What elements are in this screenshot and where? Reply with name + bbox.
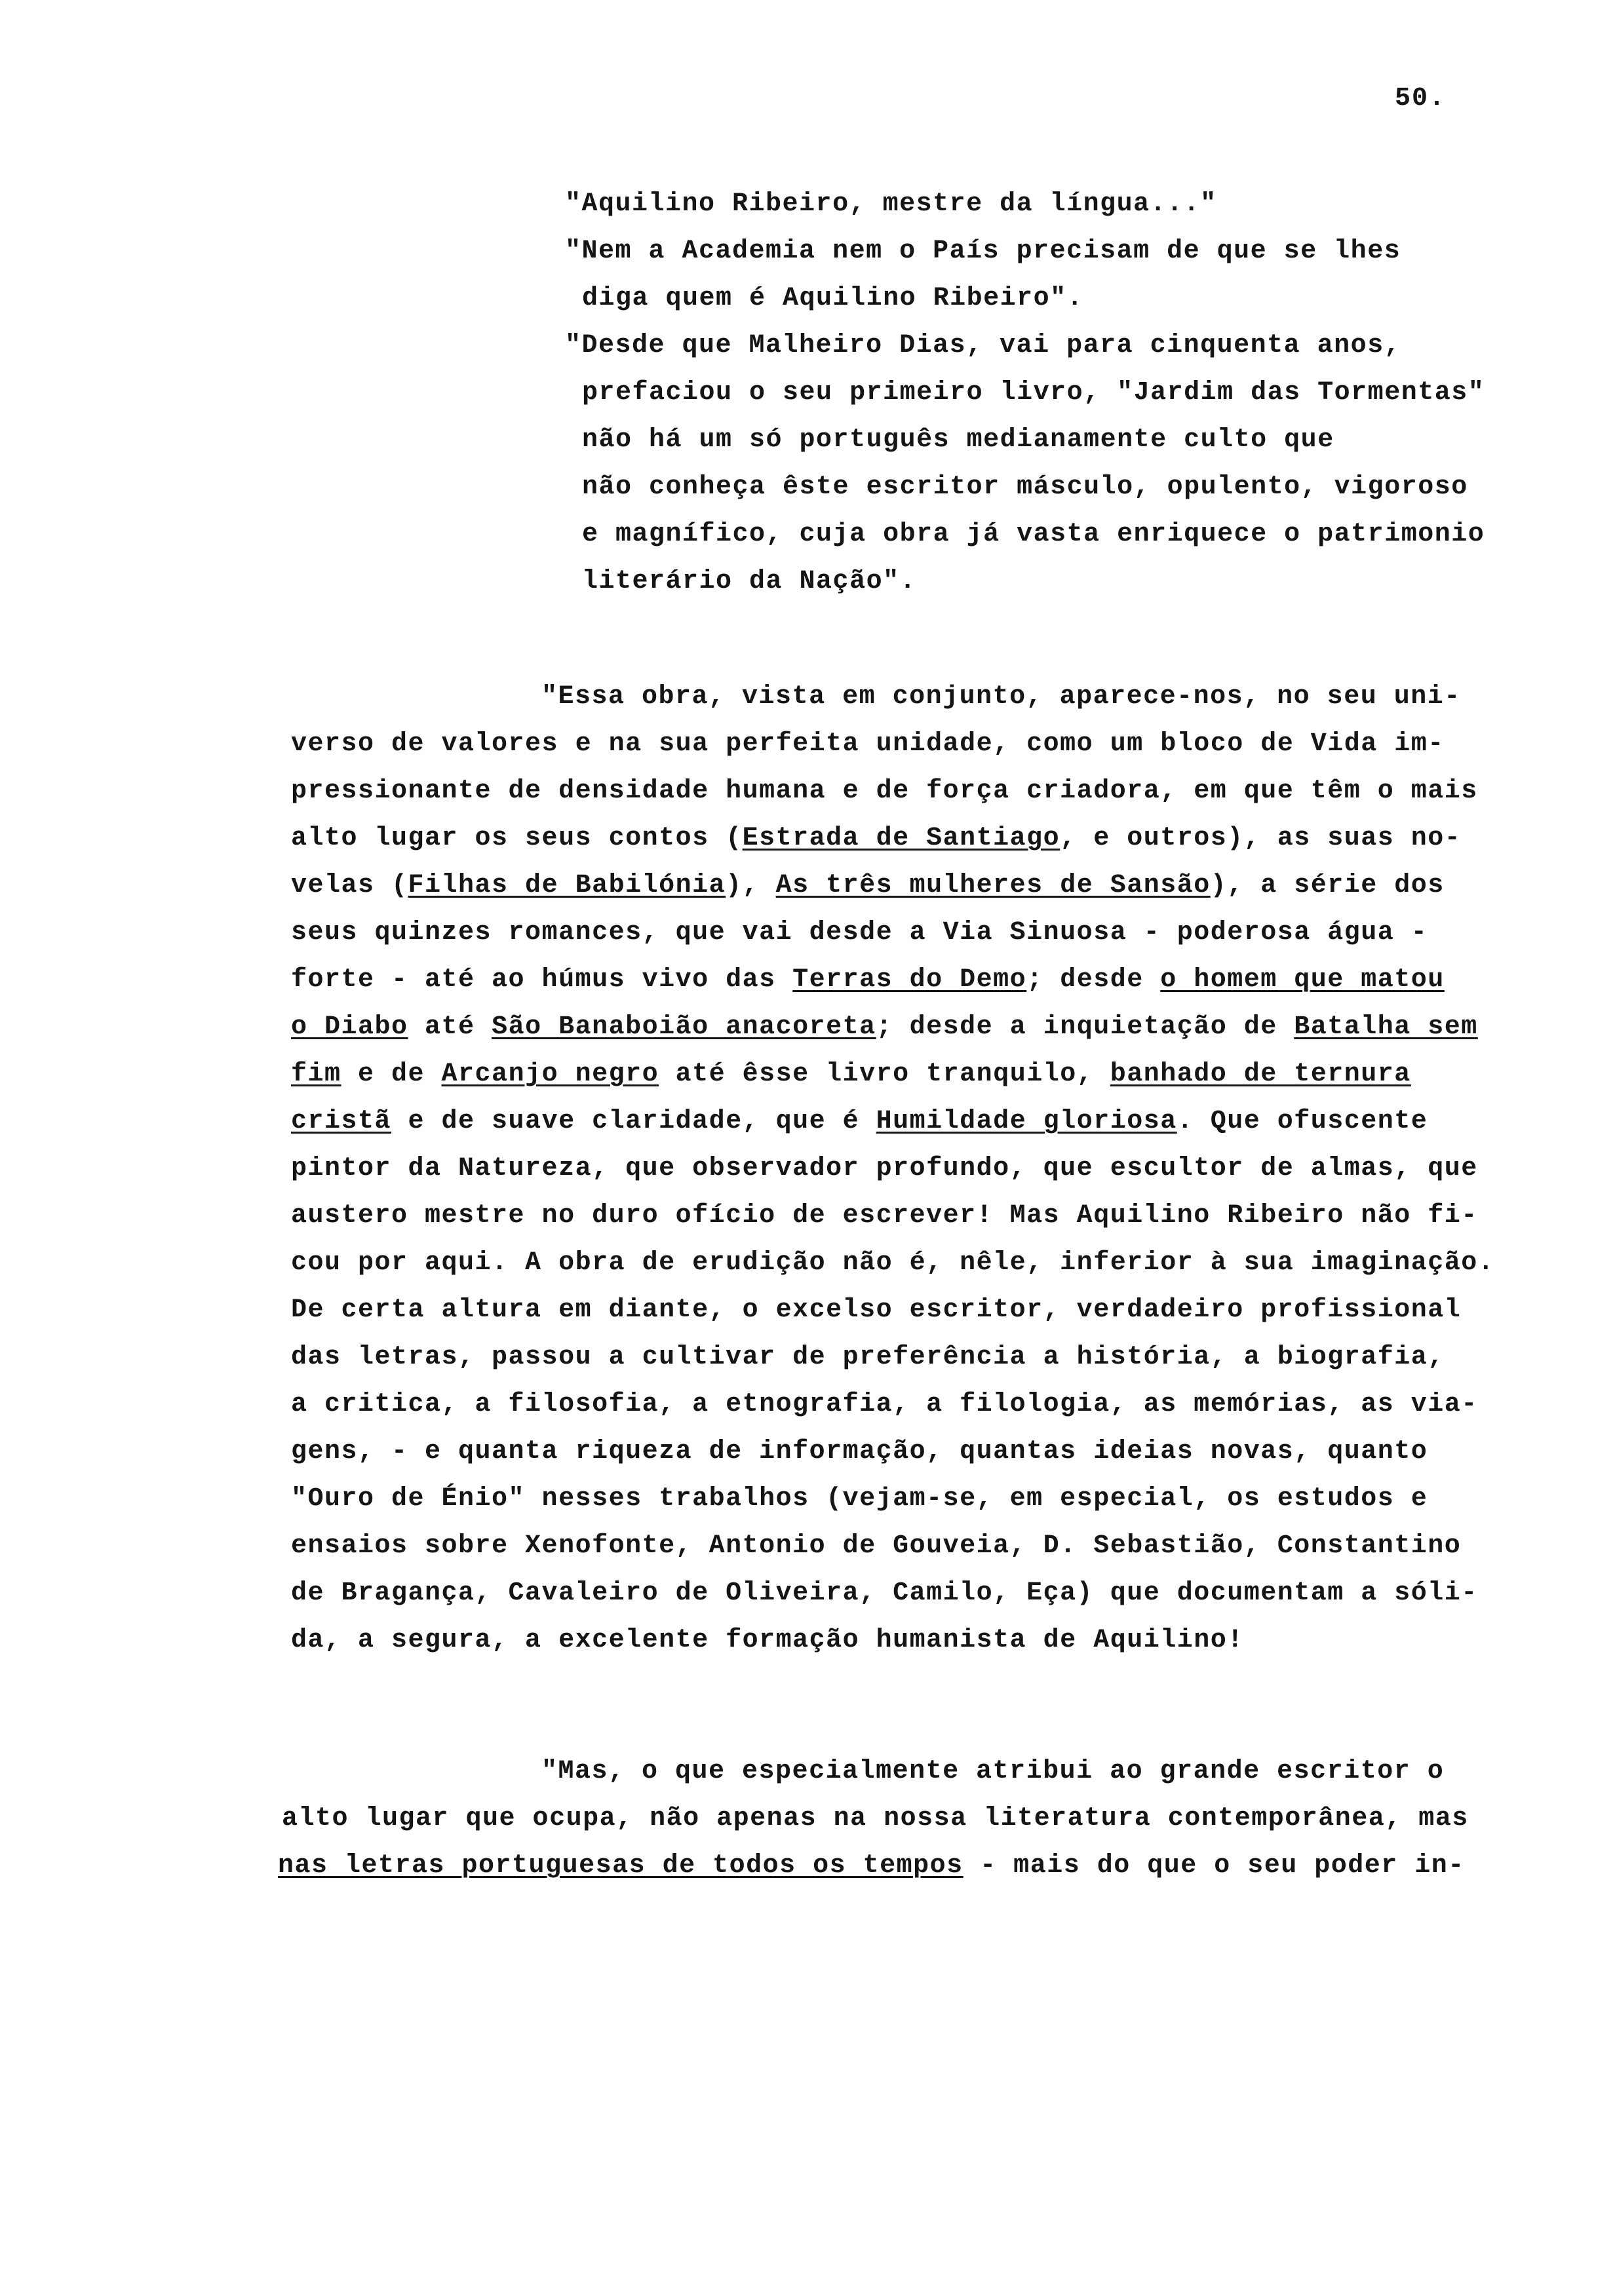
paragraph-line <box>291 1106 1428 1138</box>
book-title-underlined: cristã <box>291 1107 392 1136</box>
quote-line: prefaciou o seu primeiro livro, "Jardim das Tormentas" <box>582 378 1485 408</box>
paragraph-line: "Mas, o que especialmente atribui ao grande escritor o <box>541 1757 1445 1786</box>
paragraph-line <box>291 1012 1478 1043</box>
book-title-underlined: São Banaboião anacoreta <box>492 1012 876 1042</box>
text-run: ; desde a inquietação de <box>876 1012 1294 1042</box>
text-run: ), <box>726 871 776 900</box>
page-number: 50. <box>1395 84 1447 113</box>
paragraph-line: "Essa obra, vista em conjunto, aparece-nos, no seu uni- <box>541 682 1461 712</box>
paragraph-line: cou por aqui. A obra de erudição não é, nêle, inferior à sua imaginação. <box>291 1248 1495 1278</box>
text-run: - mais do que o seu poder in- <box>963 1851 1465 1881</box>
paragraph-line: alto lugar que ocupa, não apenas na nossa literatura contemporânea, mas <box>282 1804 1469 1833</box>
book-title-underlined: banhado de ternura <box>1110 1060 1411 1089</box>
text-run: alto lugar os seus contos ( <box>291 824 743 853</box>
emphasis-underlined: nas letras portuguesas de todos os tempos <box>278 1851 963 1881</box>
text-run: velas ( <box>291 871 408 900</box>
book-title-underlined: As três mulheres de Sansão <box>775 871 1211 900</box>
book-title-underlined: Batalha sem <box>1294 1012 1478 1042</box>
quote-line: não há um só português medianamente culto que <box>582 425 1334 455</box>
text-run: e de suave claridade, que é <box>391 1107 876 1136</box>
book-title-underlined: Humildade gloriosa <box>876 1107 1177 1136</box>
paragraph-line: verso de valores e na sua perfeita unidade, como um bloco de Vida im- <box>291 729 1445 759</box>
paragraph-line: pressionante de densidade humana e de força criadora, em que têm o mais <box>291 776 1478 806</box>
paragraph-line: da, a segura, a excelente formação humanista de Aquilino! <box>291 1626 1244 1655</box>
quote-line: e magnífico, cuja obra já vasta enriquece o patrimonio <box>582 520 1485 549</box>
quote-line: "Desde que Malheiro Dias, vai para cinquenta anos, <box>565 331 1401 360</box>
quote-line: não conheça êste escritor másculo, opulento, vigoroso <box>582 472 1468 502</box>
text-run: forte - até ao húmus vivo das <box>291 965 793 995</box>
paragraph-line <box>278 1850 1465 1882</box>
quote-line: "Aquilino Ribeiro, mestre da língua..." <box>565 189 1217 219</box>
text-run: até êsse livro tranquilo, <box>659 1060 1110 1089</box>
paragraph-line <box>291 870 1445 902</box>
paragraph-line: "Ouro de Énio" nesses trabalhos (vejam-se, em especial, os estudos e <box>291 1484 1428 1514</box>
paragraph-line <box>291 965 1445 996</box>
text-run: ), a série dos <box>1210 871 1445 900</box>
paragraph-line: austero mestre no duro ofício de escrever! Mas Aquilino Ribeiro não fi- <box>291 1201 1478 1231</box>
paragraph-line <box>291 823 1461 854</box>
paragraph-line: das letras, passou a cultivar de preferência a história, a biografia, <box>291 1343 1445 1372</box>
quote-line: literário da Nação". <box>582 567 917 596</box>
book-title-underlined: Estrada de Santiago <box>742 824 1060 853</box>
book-title-underlined: o Diabo <box>291 1012 408 1042</box>
paragraph-line <box>291 1059 1411 1090</box>
text-run: ; desde <box>1026 965 1161 995</box>
text-run: . Que ofuscente <box>1177 1107 1428 1136</box>
paragraph-line: ensaios sobre Xenofonte, Antonio de Gouveia, D. Sebastião, Constantino <box>291 1531 1462 1561</box>
book-title-underlined: o homem que matou <box>1160 965 1445 995</box>
paragraph-line: a critica, a filosofia, a etnografia, a filologia, as memórias, as via- <box>291 1390 1478 1419</box>
paragraph-line: gens, - e quanta riqueza de informação, quantas ideias novas, quanto <box>291 1437 1428 1466</box>
paragraph-line: pintor da Natureza, que observador profundo, que escultor de almas, que <box>291 1154 1478 1183</box>
text-run: , e outros), as suas no- <box>1060 824 1462 853</box>
book-title-underlined: Terras do Demo <box>792 965 1027 995</box>
book-title-underlined: fim <box>291 1060 341 1089</box>
book-title-underlined: Filhas de Babilónia <box>408 871 726 900</box>
paragraph-line: seus quinzes romances, que vai desde a Via Sinuosa - poderosa água - <box>291 918 1428 947</box>
quote-line: "Nem a Academia nem o País precisam de que se lhes <box>565 237 1401 266</box>
paragraph-line: De certa altura em diante, o excelso escritor, verdadeiro profissional <box>291 1295 1462 1325</box>
book-title-underlined: Arcanjo negro <box>441 1060 659 1089</box>
text-run: até <box>408 1012 492 1042</box>
text-run: e de <box>341 1060 442 1089</box>
paragraph-line: de Bragança, Cavaleiro de Oliveira, Camilo, Eça) que documentam a sóli- <box>291 1578 1478 1608</box>
quote-line: diga quem é Aquilino Ribeiro". <box>582 284 1084 313</box>
